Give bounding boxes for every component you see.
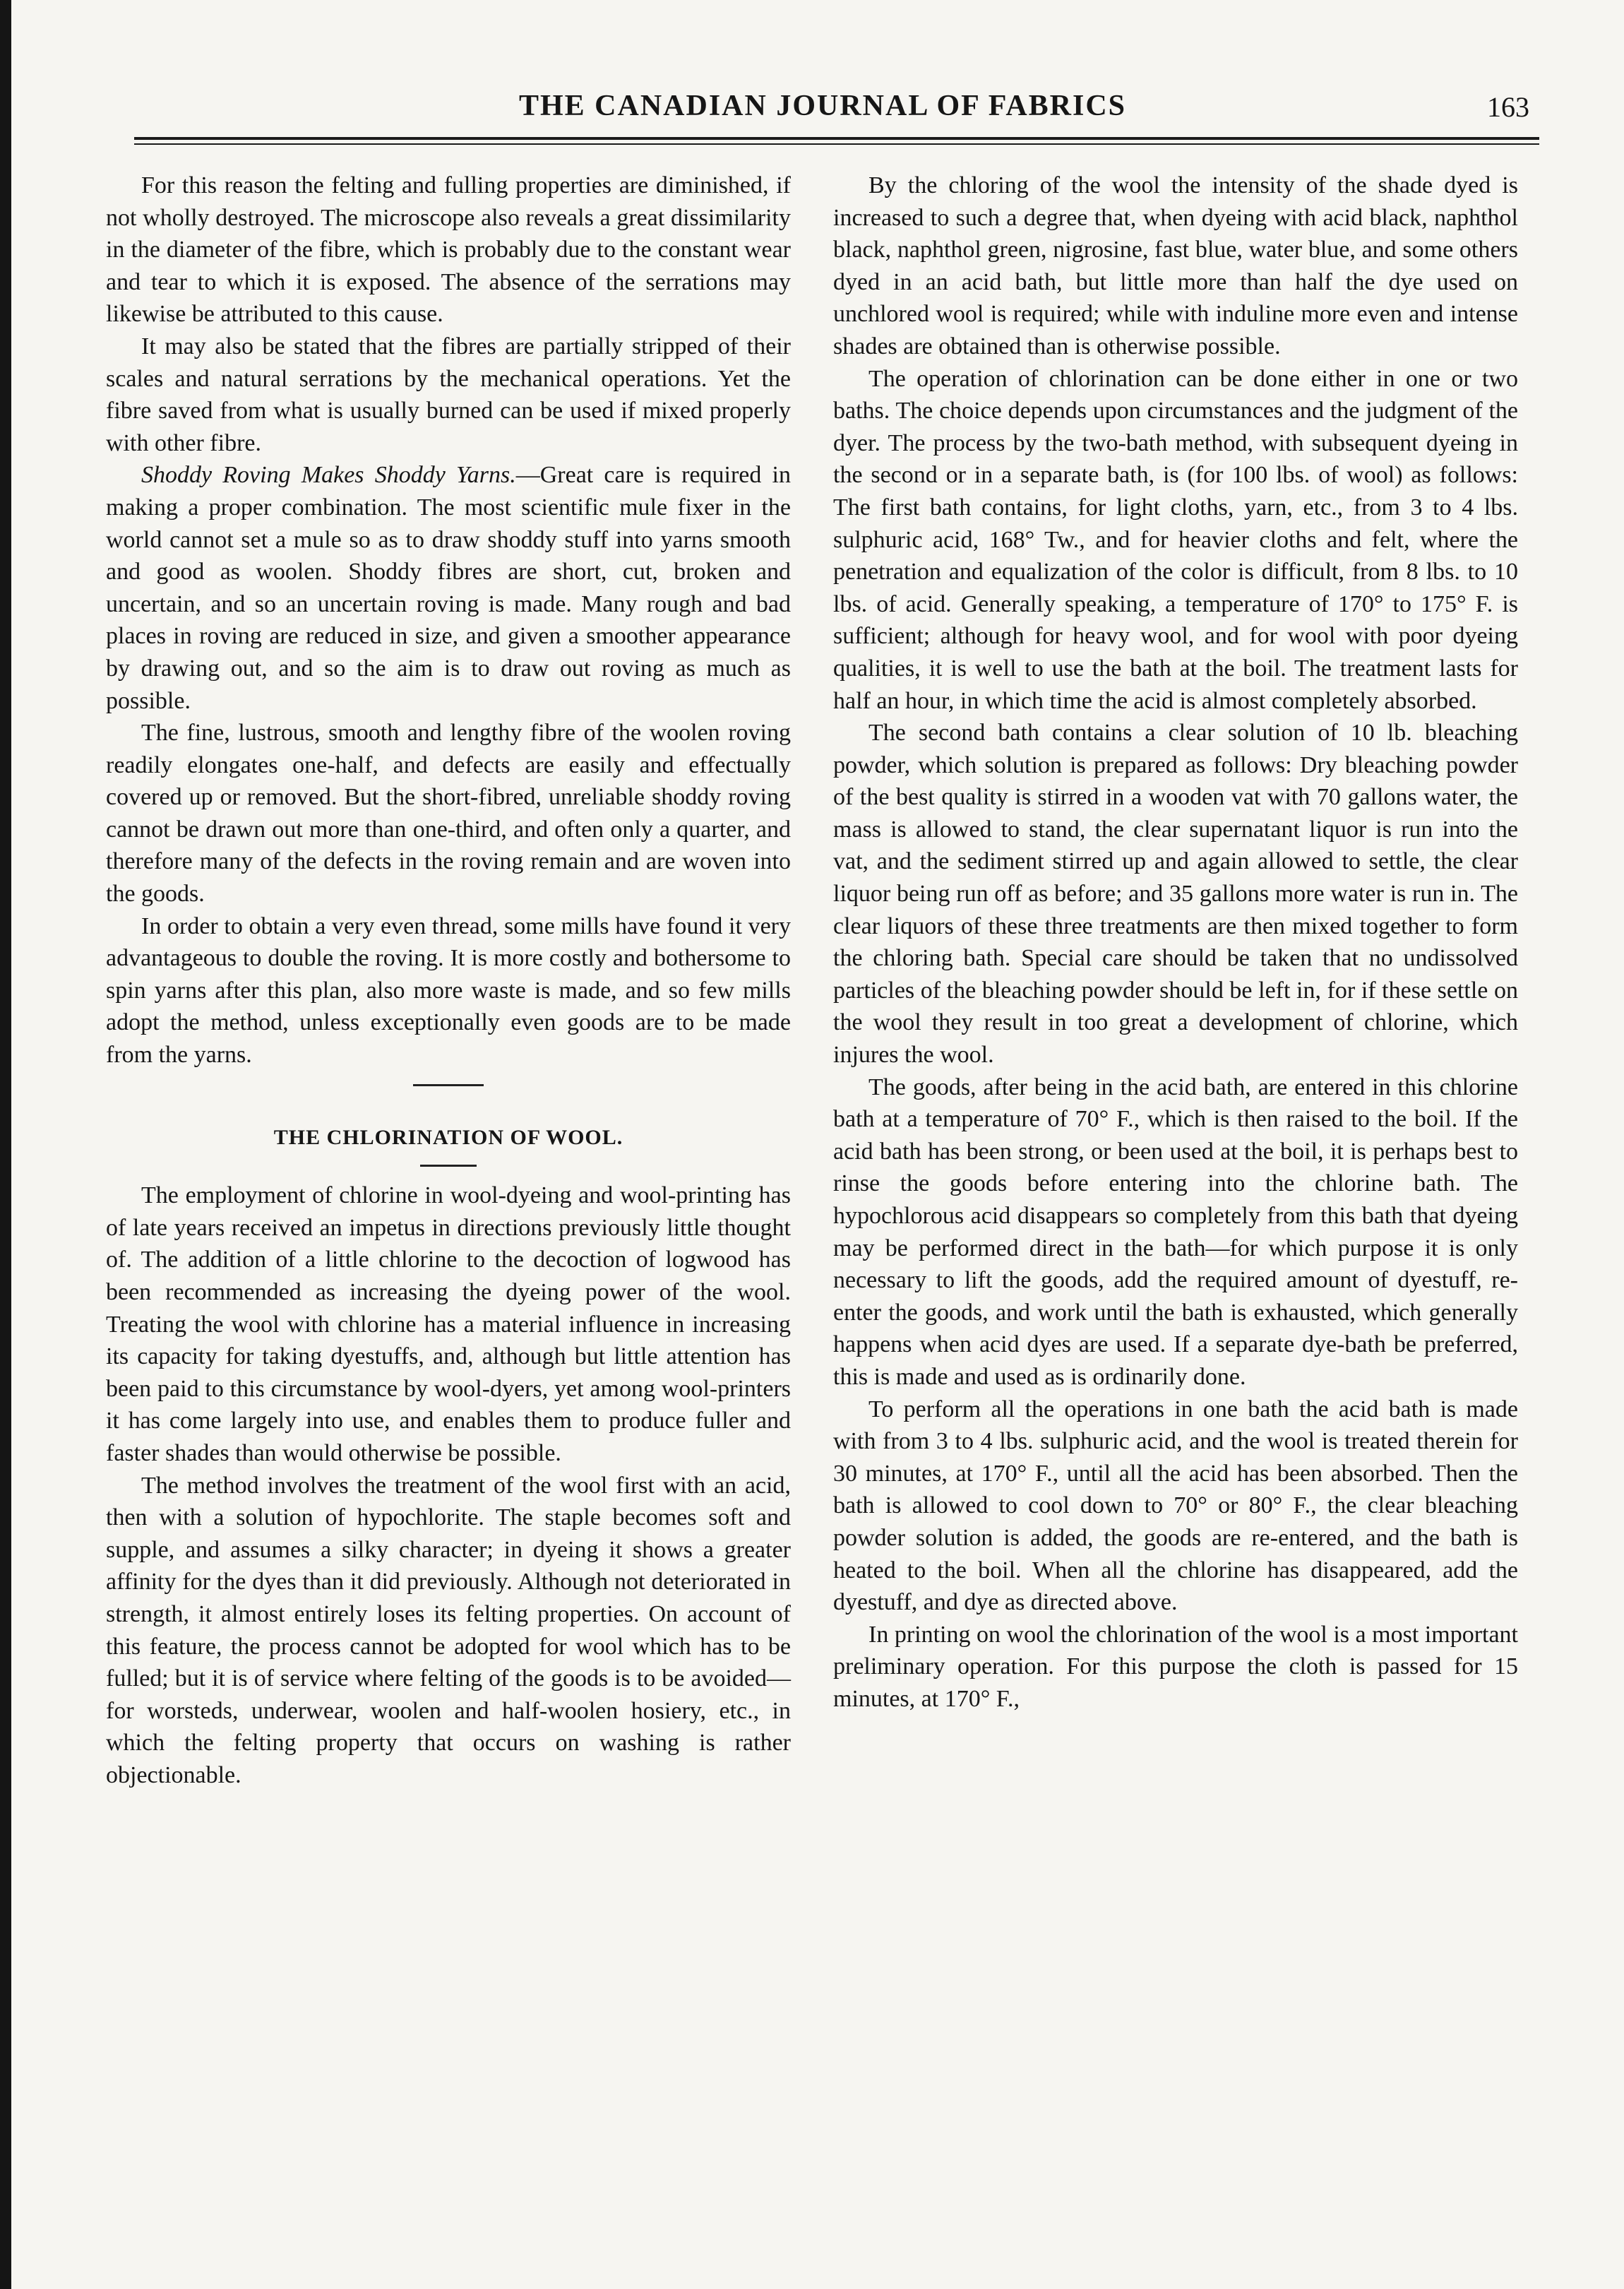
- paragraph-text: —Great care is required in making a proper combination. The most scientific mule fixer in the world cannot set a mule so as to draw shoddy stuff into yarns smooth and good as woolen. Shoddy fibres are short, cut, broken and uncertain, and so an uncertain roving is made. Many rough and bad places in roving are reduced in size, and given a smoother appearance by drawing out, and so the aim is to draw out roving as much as possible.: [106, 462, 791, 714]
- right-column: [833, 170, 1518, 1716]
- section-title: THE CHLORINATION OF WOOL.: [273, 1125, 623, 1149]
- page-number: 163: [1487, 91, 1529, 123]
- journal-title: THE CANADIAN JOURNAL OF FABRICS: [518, 90, 1127, 122]
- page-header: [106, 85, 1539, 134]
- paragraph: The second bath contains a clear solution of 10 lb. bleaching powder, which solution is prepared as follows: Dry bleaching powder of the best quality is stirred in a wooden vat with 70 gallons water, the mass is allowed to stand, the clear supernatant liquor is run into the vat, and the sediment stirred up and again allowed to settle, the clear liquor being run off as before; and 35 gallons more water is run in. The clear liquors of these three treatments are then mixed together to form the chloring bath. Special care should be taken that no undissolved particles of the bleaching powder should be left in, for if these settle on the wool they result in too great a development of chlorine, which injures the wool.: [833, 720, 1518, 1069]
- paragraph: [106, 459, 791, 717]
- paragraph: For this reason the felting and fulling properties are diminished, if not wholly destroyed. The microscope also reveals a great dissimilarity in the diameter of the fibre, which is probably due to the constant wear and tear to which it is exposed. The absence of the serrations may likewise be attributed to this cause.: [106, 172, 791, 328]
- paragraph: The employment of chlorine in wool-dyeing and wool-printing has of late years received an impetus in directions previously little thought of. The addition of a little chlorine to the decoction of logwood has been recommended as increasing the dyeing power of the wool. Treating the wool with chlorine has a material influence in increasing its capacity for taking dyestuffs, and, although but little attention has been paid to this circumstance by wool-dyers, yet among wool-printers it has come largely into use, and enables them to produce fuller and faster shades than would otherwise be possible.: [106, 1182, 791, 1466]
- title-underline: [420, 1165, 477, 1167]
- header-rule-thin: [134, 143, 1539, 145]
- paragraph: The method involves the treatment of the wool first with an acid, then with a solution of hypochlorite. The staple becomes soft and supple, and assumes a silky character; in dyeing it shows a greater affinity for the dyes than it did previously. Although not deteriorated in strength, it almost entirely loses its felting properties. On account of this feature, the process cannot be adopted for wool which has to be fulled; but it is of service where felting of the goods is to be avoided—for worsteds, underwear, woolen and half-woolen hosiery, etc., in which the felting property that occurs on washing is rather objectionable.: [106, 1472, 791, 1788]
- page-binding-edge: [0, 0, 11, 2289]
- paragraph: The goods, after being in the acid bath, are entered in this chlorine bath at a temperature of 70° F., which is then raised to the boil. If the acid bath has been strong, or been used at the boil, it is perhaps best to rinse the goods before entering into the chlorine bath. The hypochlorous acid disappears so completely from this bath that dyeing may be performed direct in the bath—for which purpose it is only necessary to lift the goods, add the required amount of dyestuff, re-enter the goods, and work until the bath is exhausted, which generally happens when acid dyes are used. If a separate dye-bath be preferred, this is made and used as is ordinarily done.: [833, 1074, 1518, 1390]
- paragraph: In order to obtain a very even thread, some mills have found it very advantageous to double the roving. It is more costly and bothersome to spin yarns after this plan, also more waste is made, and so few mills adopt the method, unless exceptionally even goods are to be made from the yarns.: [106, 912, 791, 1069]
- run-in-heading: Shoddy Roving Makes Shoddy Yarns.: [141, 462, 516, 489]
- paragraph: The fine, lustrous, smooth and lengthy fibre of the woolen roving readily elongates one-half, and defects are easily and effectually covered up or removed. But the short-fibred, unreliable shoddy roving cannot be drawn out more than one-third, and often only a quarter, and therefore many of the defects in the roving remain and are woven into the goods.: [106, 720, 791, 908]
- paragraph: To perform all the operations in one bath the acid bath is made with from 3 to 4 lbs. sulphuric acid, and the wool is treated therein for 30 minutes, at 170° F., until all the acid has been absorbed. Then the bath is allowed to cool down to 70° or 80° F., the clear bleaching powder solution is added, the goods are re-entered, and the bath is heated to the boil. When all the chlorine has disappeared, add the dyestuff, and dye as directed above.: [833, 1396, 1518, 1616]
- left-column: [106, 170, 791, 1792]
- section-divider: [413, 1084, 484, 1086]
- paragraph: The operation of chlorination can be done either in one or two baths. The choice depends upon circumstances and the judgment of the dyer. The process by the two-bath method, with subsequent dyeing in the second or in a separate bath, is (for 100 lbs. of wool) as follows: The first bath contains, for light cloths, yarn, etc., from 3 to 4 lbs. sulphuric acid, 168° Tw., and for heavier cloths and felt, where the penetration and equalization of the color is difficult, from 8 lbs. to 10 lbs. of acid. Generally speaking, a temperature of 170° to 175° F. is sufficient; although for heavy wool, and for wool with poor dyeing qualities, it is well to use the bath at the boil. The treatment lasts for half an hour, in which time the acid is almost completely absorbed.: [833, 365, 1518, 714]
- paragraph: In printing on wool the chlorination of the wool is a most important preliminary operation. For this purpose the cloth is passed for 15 minutes, at 170° F.,: [833, 1621, 1518, 1712]
- paragraph: By the chloring of the wool the intensity of the shade dyed is increased to such a degree that, when dyeing with acid black, naphthol black, naphthol green, nigrosine, fast blue, water blue, and some others dyed in an acid bath, but little more than half the dye used on unchlored wool is required; while with induline more even and intense shades are obtained than is otherwise possible.: [833, 172, 1518, 359]
- paragraph: It may also be stated that the fibres are partially stripped of their scales and natural serrations by the mechanical operations. Yet the fibre saved from what is usually burned can be used if mixed properly with other fibre.: [106, 333, 791, 456]
- header-rule-thick: [134, 137, 1539, 140]
